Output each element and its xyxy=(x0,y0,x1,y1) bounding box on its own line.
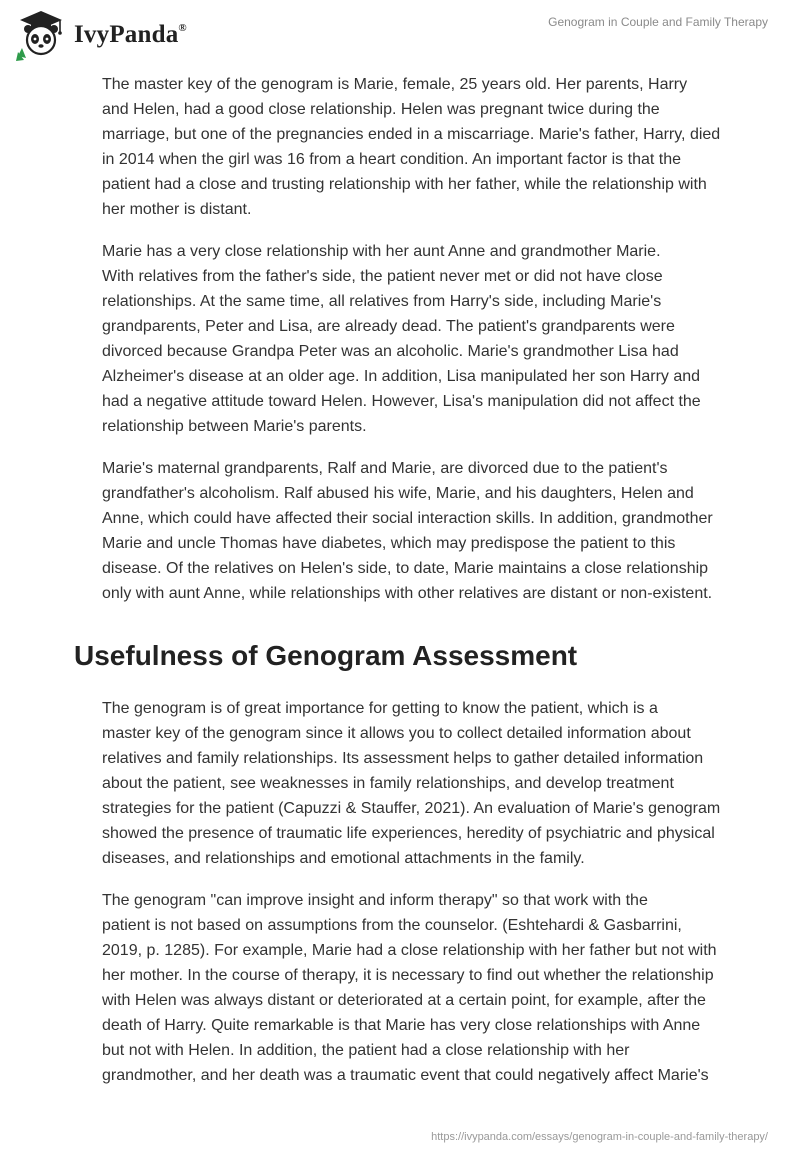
text-line: The genogram "can improve insight and inform therapy" so that work with the xyxy=(102,892,648,909)
text-line: Anne, which could have affected their social interaction skills. In addition, grandmother xyxy=(102,510,713,527)
text-line: diseases, and relationships and emotional attachments in the family. xyxy=(102,850,585,867)
text-line: her mother is distant. xyxy=(102,201,252,218)
text-line: patient had a close and trusting relationship with her father, while the relationship with xyxy=(102,176,707,193)
text-line: marriage, but one of the pregnancies ended in a miscarriage. Marie's father, Harry, died xyxy=(102,126,721,143)
text-line: in 2014 when the girl was 16 from a heart condition. An important factor is that the xyxy=(102,151,681,168)
text-line: but not with Helen. In addition, the patient had a close relationship with her xyxy=(102,1042,630,1059)
section-paragraph-2 xyxy=(74,888,728,1088)
text-line: death of Harry. Quite remarkable is that Marie has very close relationships with Anne xyxy=(102,1017,701,1034)
text-line: relationship between Marie's parents. xyxy=(102,418,367,435)
text-line: grandparents, Peter and Lisa, are already dead. The patient's grandparents were xyxy=(102,318,675,335)
text-line: grandmother, and her death was a traumatic event that could negatively affect Marie's xyxy=(102,1067,709,1084)
registered-mark: ® xyxy=(178,21,187,34)
text-line: With relatives from the father's side, the patient never met or did not have close xyxy=(102,268,663,285)
section-paragraph-1 xyxy=(74,696,728,871)
text-line: had a negative attitude toward Helen. However, Lisa's manipulation did not affect the xyxy=(102,393,701,410)
page-header xyxy=(0,0,800,70)
text-line: patient is not based on assumptions from the counselor. (Eshtehardi & Gasbarrini, xyxy=(102,917,682,934)
text-line: 2019, p. 1285). For example, Marie had a close relationship with her father but not with xyxy=(102,942,717,959)
text-line: Marie and uncle Thomas have diabetes, which may predispose the patient to this xyxy=(102,535,676,552)
ivypanda-logo-link[interactable] xyxy=(14,8,187,62)
text-line: The master key of the genogram is Marie, female, 25 years old. Her parents, Harry xyxy=(102,76,688,93)
paragraph-1 xyxy=(74,72,728,222)
text-line: relationships. At the same time, all relatives from Harry's side, including Marie's xyxy=(102,293,662,310)
text-line: her mother. In the course of therapy, it is necessary to find out whether the relationship xyxy=(102,967,714,984)
text-line: divorced because Grandpa Peter was an alcoholic. Marie's grandmother Lisa had xyxy=(102,343,679,360)
section-heading: Usefulness of Genogram Assessment xyxy=(74,640,578,671)
text-line: showed the presence of traumatic life experiences, heredity of psychiatric and physical xyxy=(102,825,715,842)
text-line: about the patient, see weaknesses in family relationships, and develop treatment xyxy=(102,775,674,792)
paragraph-2 xyxy=(74,239,728,439)
text-line: and Helen, had a good close relationship. Helen was pregnant twice during the xyxy=(102,101,660,118)
brand-name xyxy=(74,21,187,49)
text-line: strategies for the patient (Capuzzi & Stauffer, 2021). An evaluation of Marie's genogram xyxy=(102,800,721,817)
source-url-link[interactable]: https://ivypanda.com/essays/genogram-in-couple-and-family-therapy/ xyxy=(431,1131,768,1143)
text-line: The genogram is of great importance for getting to know the patient, which is a xyxy=(102,700,658,717)
panda-graduate-icon xyxy=(14,8,68,62)
document-title: Genogram in Couple and Family Therapy xyxy=(548,15,768,29)
text-line: master key of the genogram since it allows you to collect detailed information about xyxy=(102,725,691,742)
essay-content xyxy=(74,72,728,1105)
text-line: only with aunt Anne, while relationships with other relatives are distant or non-existent. xyxy=(102,585,713,602)
text-line: Alzheimer's disease at an older age. In addition, Lisa manipulated her son Harry and xyxy=(102,368,701,385)
text-line: with Helen was always distant or deteriorated at a certain point, for example, after the xyxy=(102,992,706,1009)
text-line: Marie has a very close relationship with her aunt Anne and grandmother Marie. xyxy=(102,243,661,260)
text-line: Marie's maternal grandparents, Ralf and Marie, are divorced due to the patient's xyxy=(102,460,668,477)
text-line: disease. Of the relatives on Helen's side, to date, Marie maintains a close relationship xyxy=(102,560,709,577)
paragraph-3 xyxy=(74,456,728,606)
brand-name-text: IvyPanda xyxy=(74,21,179,48)
text-line: grandfather's alcoholism. Ralf abused his wife, Marie, and his daughters, Helen and xyxy=(102,485,694,502)
text-line: relatives and family relationships. Its assessment helps to gather detailed information xyxy=(102,750,704,767)
